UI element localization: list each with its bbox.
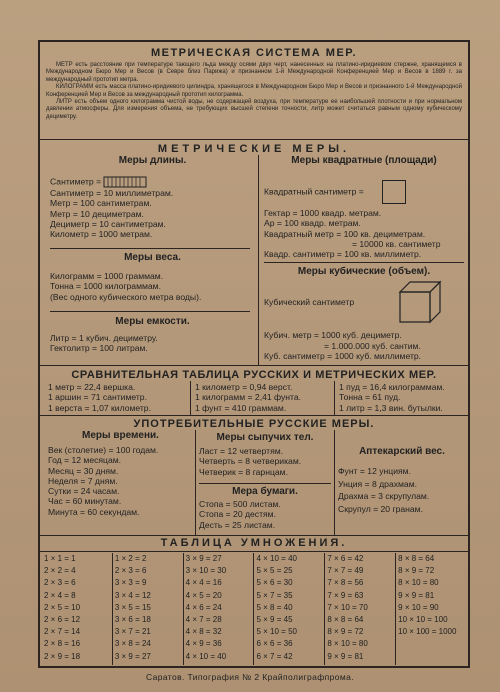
capacity-block xyxy=(50,316,255,354)
square-line-2: Ар = 100 квадр. метрам. xyxy=(264,218,361,229)
dry-line-0: Ласт = 12 четвертям. xyxy=(199,446,284,456)
multiplication-section xyxy=(40,537,468,549)
square-line-1: Гектар = 1000 квадр. метрам. xyxy=(264,208,382,218)
multiplication-entry: 9 × 9 = 81 xyxy=(327,651,364,661)
square-line-0: Квадратный сантиметр = xyxy=(264,180,464,204)
weight-title: Меры веса. xyxy=(124,252,181,263)
comparison-col-1 xyxy=(48,382,151,413)
multiplication-entry: 1 × 1 = 1 xyxy=(44,554,76,563)
multiplication-entry: 3 × 10 = 30 xyxy=(185,566,227,576)
metric-system-p1: МЕТР есть расстояние при температуре тающего льда между осями двух черт, нанесенных на платино-иридиевом стержне, хранящемся в Международном Бюро Мер и Весов (в Севре близ Парижа) и признанном 1-й Международной Конференцией Мер и Весов в 1889 г. за международный прототип метра. xyxy=(46,62,462,83)
multiplication-entry: 3 × 6 = 18 xyxy=(114,615,151,625)
multiplication-entry: 3 × 8 = 24 xyxy=(114,639,151,649)
paper-title: Мера бумаги. xyxy=(232,486,298,497)
multiplication-entry: 2 × 5 = 10 xyxy=(44,602,81,612)
comparison-divider-2 xyxy=(334,381,335,415)
comparison-col-3 xyxy=(339,382,445,413)
multiplication-entry: 2 × 8 = 16 xyxy=(44,639,81,649)
russian-divider-2 xyxy=(334,430,335,535)
multiplication-entry: 8 × 10 = 80 xyxy=(398,578,439,588)
square-block xyxy=(264,155,464,259)
russian-divider-1 xyxy=(195,430,196,535)
length-line-3: Метр = 10 дециметрам. xyxy=(50,208,144,219)
multiplication-entry: 2 × 4 = 8 xyxy=(44,590,76,600)
russian-title: УПОТРЕБИТЕЛЬНЫЕ РУССКИЕ МЕРЫ. xyxy=(133,418,375,430)
multiplication-entry: 3 × 9 = 27 xyxy=(185,554,222,563)
length-title: Меры длины. xyxy=(118,155,187,166)
printer-footer: Саратов. Типография № 2 Крайполиграфпрома. xyxy=(145,672,355,682)
comparison-col2-1: 1 килограмм = 2,41 фунта. xyxy=(195,392,302,403)
comparison-col2-0: 1 километр = 0,94 верст. xyxy=(195,382,293,392)
multiplication-column xyxy=(325,553,396,665)
weight-block xyxy=(50,252,255,302)
multiplication-entry: 3 × 9 = 27 xyxy=(114,651,151,661)
multiplication-entry: 7 × 6 = 42 xyxy=(327,554,364,563)
apothecary-line-1: Унция = 8 драхмам. xyxy=(338,478,418,489)
comparison-col2-2: 1 фунт = 410 граммам. xyxy=(195,402,287,413)
paper-line-2: Десть = 25 листам. xyxy=(199,519,276,530)
multiplication-entry: 5 × 8 = 40 xyxy=(256,602,293,612)
multiplication-entry: 4 × 6 = 24 xyxy=(185,602,222,612)
time-line-0: Век (столетие) = 100 годам. xyxy=(48,445,159,455)
length-block xyxy=(50,155,255,239)
multiplication-entry: 5 × 5 = 25 xyxy=(256,566,293,576)
multiplication-entry: 4 × 5 = 20 xyxy=(185,590,222,600)
multiplication-entry: 8 × 8 = 64 xyxy=(398,554,435,563)
length-line-2: Метр = 100 сантиметрам. xyxy=(50,198,152,209)
length-underline xyxy=(50,248,250,249)
multiplication-column xyxy=(42,553,113,665)
multiplication-entry: 2 × 3 = 6 xyxy=(44,578,76,588)
capacity-line-0: Литр = 1 кубич. дециметру. xyxy=(50,333,158,343)
comparison-col-2 xyxy=(195,382,301,413)
multiplication-entry: 5 × 7 = 35 xyxy=(256,590,293,600)
paper-line-1: Стопа = 20 дестям. xyxy=(199,509,276,520)
weight-line-0: Килограмм = 1000 граммам. xyxy=(50,271,164,281)
multiplication-entry: 2 × 6 = 12 xyxy=(44,615,81,625)
multiplication-entry: 8 × 8 = 64 xyxy=(327,615,364,625)
apothecary-title: Аптекарский вес. xyxy=(359,446,445,457)
comparison-divider-1 xyxy=(190,381,191,415)
multiplication-entry: 4 × 10 = 40 xyxy=(256,554,297,563)
multiplication-entry: 3 × 7 = 21 xyxy=(114,627,151,637)
square-underline xyxy=(264,262,464,263)
multiplication-entry: 9 × 9 = 81 xyxy=(398,590,435,600)
multiplication-entry: 4 × 9 = 36 xyxy=(185,639,222,649)
time-title: Меры времени. xyxy=(82,430,159,441)
metric-system-title: МЕТРИЧЕСКАЯ СИСТЕМА МЕР. xyxy=(150,47,358,59)
paper-line-0: Стопа = 500 листам. xyxy=(199,499,281,509)
multiplication-column xyxy=(254,553,325,665)
length-line-5: Километр = 1000 метрам. xyxy=(50,229,153,240)
metric-divider xyxy=(258,155,259,365)
paper-block xyxy=(199,486,331,530)
length-line-0: Сантиметр = xyxy=(50,176,255,188)
time-line-1: Год = 12 месяцам. xyxy=(48,455,122,466)
multiplication-entry: 10 × 10 = 100 xyxy=(398,615,448,625)
multiplication-entry: 10 × 100 = 1000 xyxy=(398,627,457,637)
multiplication-column xyxy=(184,553,255,665)
multiplication-rule xyxy=(40,551,468,552)
multiplication-entry: 4 × 8 = 32 xyxy=(185,627,222,637)
weight-line-1: Тонна = 1000 килограммам. xyxy=(50,281,161,292)
centimeter-ruler-icon xyxy=(103,176,147,188)
multiplication-title: ТАБЛИЦА УМНОЖЕНИЯ. xyxy=(160,537,348,549)
multiplication-entry: 3 × 3 = 9 xyxy=(114,578,147,588)
cubic-line-2: = 1.000.000 куб. сантим. xyxy=(324,340,421,351)
comparison-col1-1: 1 аршин = 71 сантиметр. xyxy=(48,392,147,403)
comparison-title: СРАВНИТЕЛЬНАЯ ТАБЛИЦА РУССКИХ И МЕТРИЧЕСКИХ МЕР. xyxy=(71,369,437,381)
time-line-5: Час = 60 минутам. xyxy=(48,496,122,507)
apothecary-line-2: Драхма = 3 скрупулам. xyxy=(338,491,430,501)
comparison-col3-0: 1 пуд = 16,4 килограммам. xyxy=(339,382,445,392)
multiplication-entry: 2 × 7 = 14 xyxy=(44,627,81,637)
cubic-line-1: Кубич. метр = 1000 куб. дециметр. xyxy=(264,330,402,341)
multiplication-entry: 4 × 4 = 16 xyxy=(185,578,222,588)
square-line-3: Квадратный метр = 100 кв. дециметрам. xyxy=(264,228,426,239)
comparison-col3-2: 1 литр = 1,3 вин. бутылки. xyxy=(339,402,443,413)
multiplication-entry: 2 × 2 = 4 xyxy=(44,566,76,576)
multiplication-entry: 6 × 6 = 36 xyxy=(256,639,293,649)
comparison-col1-0: 1 метр = 22,4 вершка. xyxy=(48,382,136,392)
time-line-4: Сутки = 24 часам. xyxy=(48,486,120,497)
metric-measures-title: МЕТРИЧЕСКИЕ МЕРЫ. xyxy=(157,143,351,155)
apothecary-line-3: Скрупул = 20 гранам. xyxy=(338,503,423,514)
multiplication-entry: 5 × 9 = 45 xyxy=(256,615,293,625)
square-line-5: Квадр. сантиметр = 100 кв. миллиметр. xyxy=(264,249,422,260)
multiplication-entry: 5 × 10 = 50 xyxy=(256,627,297,637)
dry-underline xyxy=(199,483,331,484)
cube-icon xyxy=(398,280,442,324)
dry-block xyxy=(199,432,331,477)
square-title: Меры квадратные (площади) xyxy=(291,155,437,166)
weight-underline xyxy=(50,311,250,312)
time-line-3: Неделя = 7 дням. xyxy=(48,475,118,486)
multiplication-entry: 1 × 2 = 2 xyxy=(114,554,147,563)
metric-system-p3: ЛИТР есть объем одного килограмма чистой воды, не содержащей воздуха, при температуре ее наибольшей плотности и при нормальном давлении атмосферы. Для измерения объема, не требующих высшей степени точности, литр может считаться равным одному кубическому дециметру. xyxy=(46,99,462,120)
metric-system-section xyxy=(40,42,468,140)
multiplication-entry: 5 × 6 = 30 xyxy=(256,578,293,588)
cubic-block xyxy=(264,266,464,361)
multiplication-entry: 8 × 10 = 80 xyxy=(327,639,368,649)
multiplication-entry: 7 × 10 = 70 xyxy=(327,602,368,612)
multiplication-entry: 3 × 5 = 15 xyxy=(114,602,151,612)
square-line-4: = 10000 кв. сантиметр xyxy=(352,238,441,249)
multiplication-column xyxy=(113,553,184,665)
apothecary-block xyxy=(338,446,466,515)
square-centimeter-icon xyxy=(382,180,406,204)
multiplication-entry: 4 × 10 = 40 xyxy=(185,651,227,661)
dry-title: Меры сыпучих тел. xyxy=(216,432,314,443)
weight-line-2: (Вес одного кубического метра воды). xyxy=(50,291,202,302)
multiplication-entry: 9 × 10 = 90 xyxy=(398,602,439,612)
multiplication-entry: 8 × 9 = 72 xyxy=(327,627,364,637)
cubic-line-3: Куб. сантиметр = 1000 куб. миллиметр. xyxy=(264,350,422,361)
length-line-4: Дециметр = 10 сантиметрам. xyxy=(50,218,166,229)
multiplication-grid xyxy=(42,553,466,665)
apothecary-line-0: Фунт = 12 унциям. xyxy=(338,466,411,476)
multiplication-entry: 7 × 8 = 56 xyxy=(327,578,364,588)
capacity-line-1: Гектолитр = 100 литрам. xyxy=(50,343,148,354)
multiplication-entry: 7 × 7 = 49 xyxy=(327,566,364,576)
multiplication-entry: 2 × 3 = 6 xyxy=(114,566,147,576)
multiplication-entry: 4 × 7 = 28 xyxy=(185,615,222,625)
multiplication-entry: 3 × 4 = 12 xyxy=(114,590,151,600)
capacity-title: Меры емкости. xyxy=(115,316,190,327)
cubic-title: Меры кубические (объем). xyxy=(297,266,431,277)
multiplication-entry: 2 × 9 = 18 xyxy=(44,651,81,661)
multiplication-entry: 6 × 7 = 42 xyxy=(256,651,293,661)
metric-system-p2: КИЛОГРАММ есть масса платино-иридиевого цилиндра, хранящегося в Международном Бюро Мер и Весов и признанного 1-й Международной Конференцией Мер и Весов за международный прототип килограмма. xyxy=(46,84,462,98)
time-line-2: Месяц = 30 дням. xyxy=(48,465,119,476)
comparison-col1-2: 1 верста = 1,07 километр. xyxy=(48,402,151,413)
time-line-6: Минута = 60 секундам. xyxy=(48,506,140,517)
multiplication-entry: 7 × 9 = 63 xyxy=(327,590,364,600)
cubic-line-0: Кубический сантиметр xyxy=(264,297,355,307)
dry-line-1: Четверть = 8 четверикам. xyxy=(199,456,302,467)
dry-line-2: Четверик = 8 гарнцам. xyxy=(199,466,288,477)
time-block xyxy=(48,430,193,517)
length-line-1: Сантиметр = 10 миллиметрам. xyxy=(50,188,174,198)
comparison-col3-1: Тонна = 61 пуд. xyxy=(339,392,401,403)
multiplication-column xyxy=(396,553,466,665)
multiplication-entry: 8 × 9 = 72 xyxy=(398,566,435,576)
